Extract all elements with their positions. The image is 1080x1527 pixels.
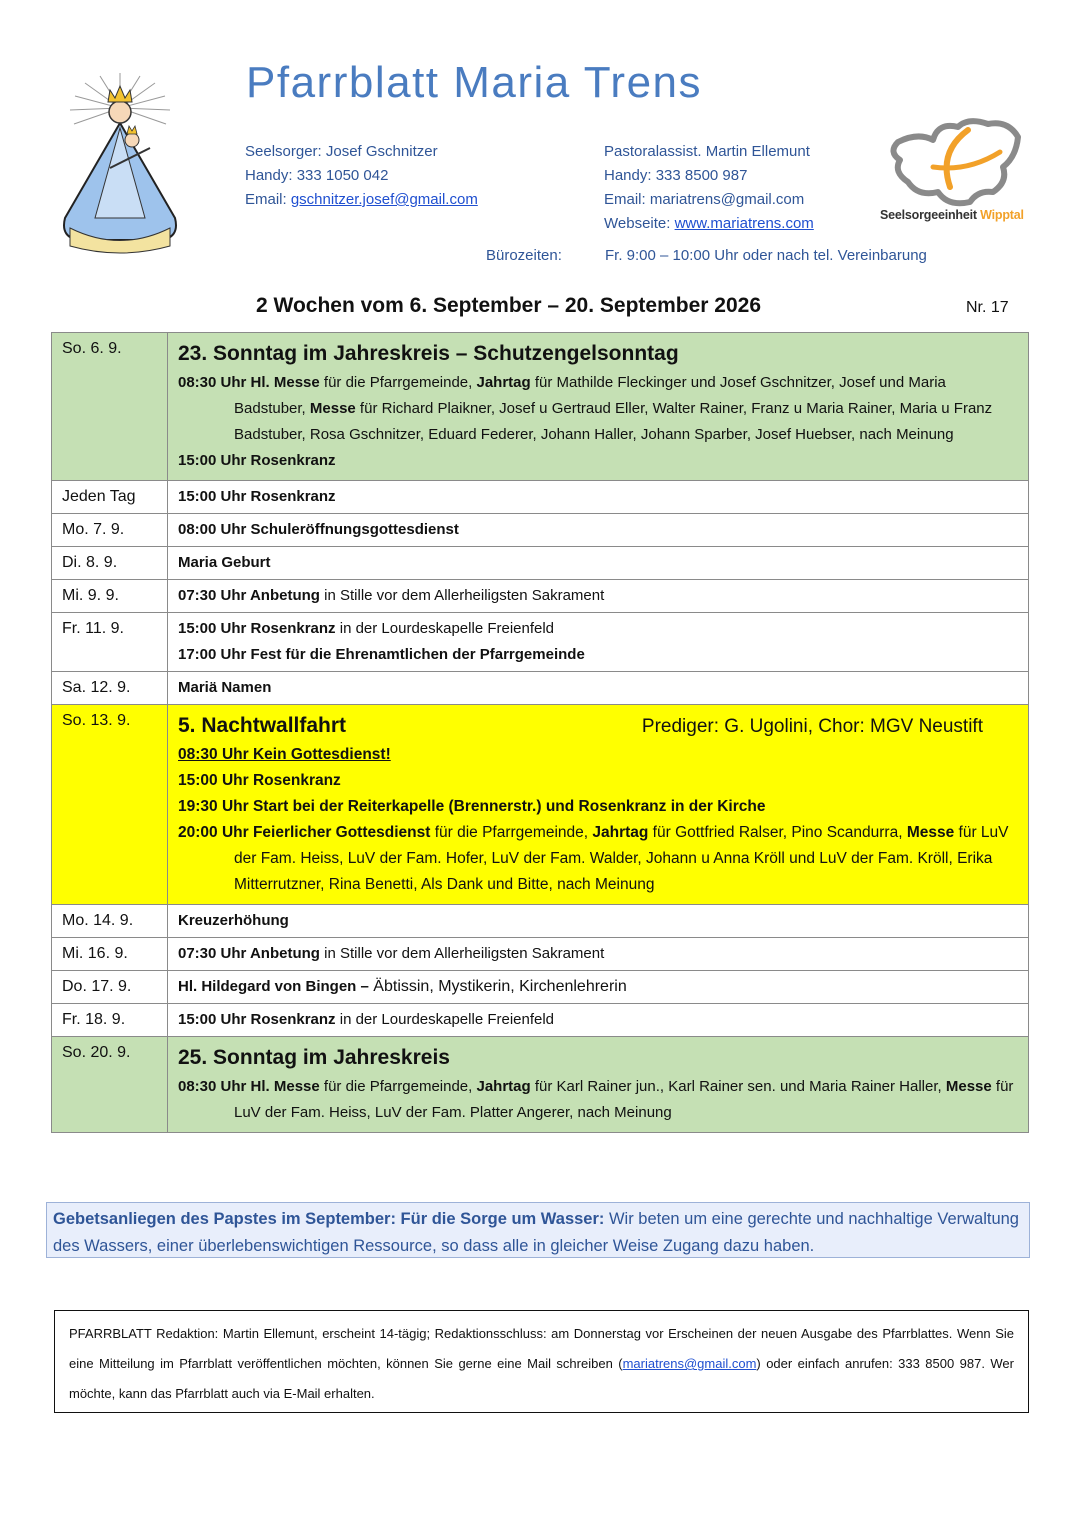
pope-prayer-intention: [46, 1202, 1030, 1258]
table-row: [52, 333, 1029, 481]
entry-text: in der Lourdeskapelle Freienfeld: [335, 620, 555, 637]
entry-text: für Karl Rainer jun., Karl Rainer sen. und Maria Rainer Haller,: [530, 1078, 946, 1095]
entry-text: für die Pfarrgemeinde,: [319, 374, 477, 391]
row-date: Jeden Tag: [52, 481, 168, 514]
row-date: Mo. 14. 9.: [52, 905, 168, 938]
entry-bold: Jahrtag: [592, 824, 649, 841]
row-date: Mi. 9. 9.: [52, 580, 168, 613]
table-row: [52, 613, 1029, 672]
entry-bold: 08:30 Uhr Hl. Messe: [178, 1078, 320, 1095]
entry-text: in Stille vor dem Allerheiligsten Sakrament: [319, 945, 605, 962]
pastor-email-label: Email:: [245, 191, 291, 208]
entry-bold: Messe: [906, 824, 955, 841]
prayer-text: Wir beten um eine gerechte und nachhaltige Verwaltung des Wassers, einer überlebenswichtigen Ressource, so dass alle in gleicher Weise Zugang dazu haben.: [53, 1210, 1019, 1255]
entry-text: für Richard Plaikner, Josef u Gertraud Eller, Walter Rainer, Franz u Maria Rainer, Maria u Franz Badstuber, Rosa Gschnitzer, Eduard Federer, Johann Haller, Johann Sparber, Josef Huebser, nach Meinung: [234, 400, 993, 443]
entry-bold: 15:00 Uhr Rosenkranz: [178, 488, 336, 505]
row-content: [168, 971, 1029, 1004]
entry-text: für die Pfarrgemeinde,: [319, 1078, 477, 1095]
sunday-heading: 23. Sonntag im Jahreskreis – Schutzengelsonntag: [178, 342, 679, 365]
row-content: [168, 672, 1029, 705]
pastor-contact: [245, 140, 478, 212]
madonna-illustration: [40, 68, 200, 258]
row-date: Fr. 18. 9.: [52, 1004, 168, 1037]
entry-bold: 20:00 Uhr Feierlicher Gottesdienst: [178, 824, 431, 841]
no-service-entry: 08:30 Uhr Kein Gottesdienst!: [178, 746, 391, 763]
prayer-title: Gebetsanliegen des Papstes im September: Für die Sorge um Wasser:: [53, 1210, 605, 1228]
website-label: Webseite:: [604, 215, 675, 232]
editorial-footer: [54, 1310, 1029, 1413]
row-content: [168, 481, 1029, 514]
entry-bold: Jahrtag: [476, 374, 531, 391]
pastor-name: Seelsorger: Josef Gschnitzer: [245, 143, 438, 160]
office-hours-label: Bürozeiten:: [486, 247, 562, 264]
footer-text: ) oder einfach anrufen: 333 8500 987. Wer möchte, kann das Pfarrblatt auch via E-Mail erhalten.: [69, 1356, 1014, 1401]
entry-bold: Messe: [945, 1078, 992, 1095]
entry-bold: 07:30 Uhr Anbetung: [178, 945, 320, 962]
entry-text: für die Pfarrgemeinde,: [430, 824, 593, 841]
entry-bold: 08:30 Uhr Hl. Messe: [178, 374, 320, 391]
entry-text: für Mathilde Fleckinger und Josef Gschnitzer, Josef und Maria Badstuber,: [234, 374, 946, 417]
website-line: [604, 212, 814, 236]
logo-caption-accent: Wipptal: [980, 208, 1024, 222]
entry-bold: 15:00 Uhr Rosenkranz: [178, 620, 336, 637]
table-row: [52, 481, 1029, 514]
row-date: Di. 8. 9.: [52, 547, 168, 580]
row-date: So. 6. 9.: [52, 333, 168, 481]
pastor-email-line: [245, 188, 478, 212]
schedule-table: [51, 332, 1029, 1133]
row-content: [168, 1004, 1029, 1037]
table-row: [52, 1004, 1029, 1037]
rosary-entry: [178, 616, 1018, 642]
pastor-email-link[interactable]: gschnitzer.josef@gmail.com: [290, 191, 478, 208]
entry-text: Äbtissin, Mystikerin, Kirchenlehrerin: [368, 978, 627, 995]
row-content: [168, 905, 1029, 938]
entry-bold: Maria Geburt: [178, 554, 271, 571]
footer-email-link[interactable]: mariatrens@gmail.com: [622, 1356, 757, 1371]
office-hours-value: Fr. 9:00 – 10:00 Uhr oder nach tel. Vereinbarung: [605, 247, 927, 264]
row-date: Mo. 7. 9.: [52, 514, 168, 547]
entry-text: für LuV der Fam. Heiss, LuV der Fam. Hofer, LuV der Fam. Walder, Johann u Anna Kröll und LuV der Fam. Kröll, Erika Mitterrutzner, Rina Benetti, Als Dank und Bitte, nach Meinung: [234, 824, 1009, 893]
row-content: [168, 514, 1029, 547]
page-title: Pfarrblatt Maria Trens: [246, 58, 703, 107]
mass-entry: [178, 1074, 1018, 1126]
volunteer-fest-entry: 17:00 Uhr Fest für die Ehrenamtlichen der Pfarrgemeinde: [178, 646, 585, 663]
entry-bold: Kreuzerhöhung: [178, 912, 289, 929]
row-date: So. 13. 9.: [52, 705, 168, 905]
assistant-contact: [604, 140, 814, 236]
table-row: [52, 705, 1029, 905]
row-content: [168, 705, 1029, 905]
table-row: [52, 580, 1029, 613]
entry-bold: 08:00 Uhr Schuleröffnungsgottesdienst: [178, 521, 459, 538]
preacher-info: Prediger: G. Ugolini, Chor: MGV Neustift: [641, 716, 983, 737]
row-date: Mi. 16. 9.: [52, 938, 168, 971]
sunday-heading: 25. Sonntag im Jahreskreis: [178, 1046, 450, 1069]
row-date: So. 20. 9.: [52, 1037, 168, 1133]
entry-bold: Jahrtag: [476, 1078, 531, 1095]
mass-entry: [178, 370, 1018, 448]
table-row: [52, 672, 1029, 705]
festive-mass-entry: [178, 820, 1018, 898]
table-row: [52, 905, 1029, 938]
assistant-name: Pastoralassist. Martin Ellemunt: [604, 143, 810, 160]
row-content: [168, 333, 1029, 481]
table-row: [52, 547, 1029, 580]
logo-caption: [880, 208, 1024, 222]
row-date: Do. 17. 9.: [52, 971, 168, 1004]
footer-text: PFARRBLATT Redaktion: Martin Ellemunt, erscheint 14-tägig; Redaktionsschluss: am Donnerstag vor Erscheinen der neuen Ausgabe des Pfarrblattes. Wenn Sie eine Mitteilung im Pfarrblatt veröffentlichen möchten, können Sie gerne eine Mail schreiben (: [69, 1326, 1014, 1371]
entry-text: für LuV der Fam. Heiss, LuV der Fam. Platter Angerer, nach Meinung: [234, 1078, 1014, 1121]
table-row: [52, 938, 1029, 971]
entry-bold: Messe: [309, 400, 356, 417]
row-content: [168, 580, 1029, 613]
entry-bold: Mariä Namen: [178, 679, 272, 696]
row-content: [168, 547, 1029, 580]
pastor-phone: Handy: 333 1050 042: [245, 167, 389, 184]
row-content: [168, 613, 1029, 672]
table-row: [52, 514, 1029, 547]
entry-bold: 07:30 Uhr Anbetung: [178, 587, 320, 604]
rosary-entry: 15:00 Uhr Rosenkranz: [178, 452, 336, 469]
entry-bold: Hl. Hildegard von Bingen –: [178, 978, 369, 995]
row-content: [168, 1037, 1029, 1133]
row-date: Fr. 11. 9.: [52, 613, 168, 672]
assistant-phone: Handy: 333 8500 987: [604, 167, 748, 184]
logo-caption-main: Seelsorgeeinheit: [880, 208, 981, 222]
assistant-email: Email: mariatrens@gmail.com: [604, 191, 805, 208]
row-date: Sa. 12. 9.: [52, 672, 168, 705]
pilgrimage-title: 5. Nachtwallfahrt: [178, 714, 347, 737]
pilgrimage-start-entry: 19:30 Uhr Start bei der Reiterkapelle (Brennerstr.) und Rosenkranz in der Kirche: [178, 798, 766, 815]
table-row: [52, 971, 1029, 1004]
entry-text: für Gottfried Ralser, Pino Scandurra,: [648, 824, 907, 841]
period-heading: 2 Wochen vom 6. September – 20. September 2026: [256, 294, 761, 317]
entry-text: in der Lourdeskapelle Freienfeld: [335, 1011, 555, 1028]
row-content: [168, 938, 1029, 971]
rosary-entry: 15:00 Uhr Rosenkranz: [178, 772, 341, 789]
table-row: [52, 1037, 1029, 1133]
issue-number: Nr. 17: [966, 299, 1009, 316]
pilgrimage-heading: [178, 710, 1018, 742]
entry-text: in Stille vor dem Allerheiligsten Sakrament: [319, 587, 605, 604]
entry-bold: 15:00 Uhr Rosenkranz: [178, 1011, 336, 1028]
website-link[interactable]: www.mariatrens.com: [674, 215, 814, 232]
